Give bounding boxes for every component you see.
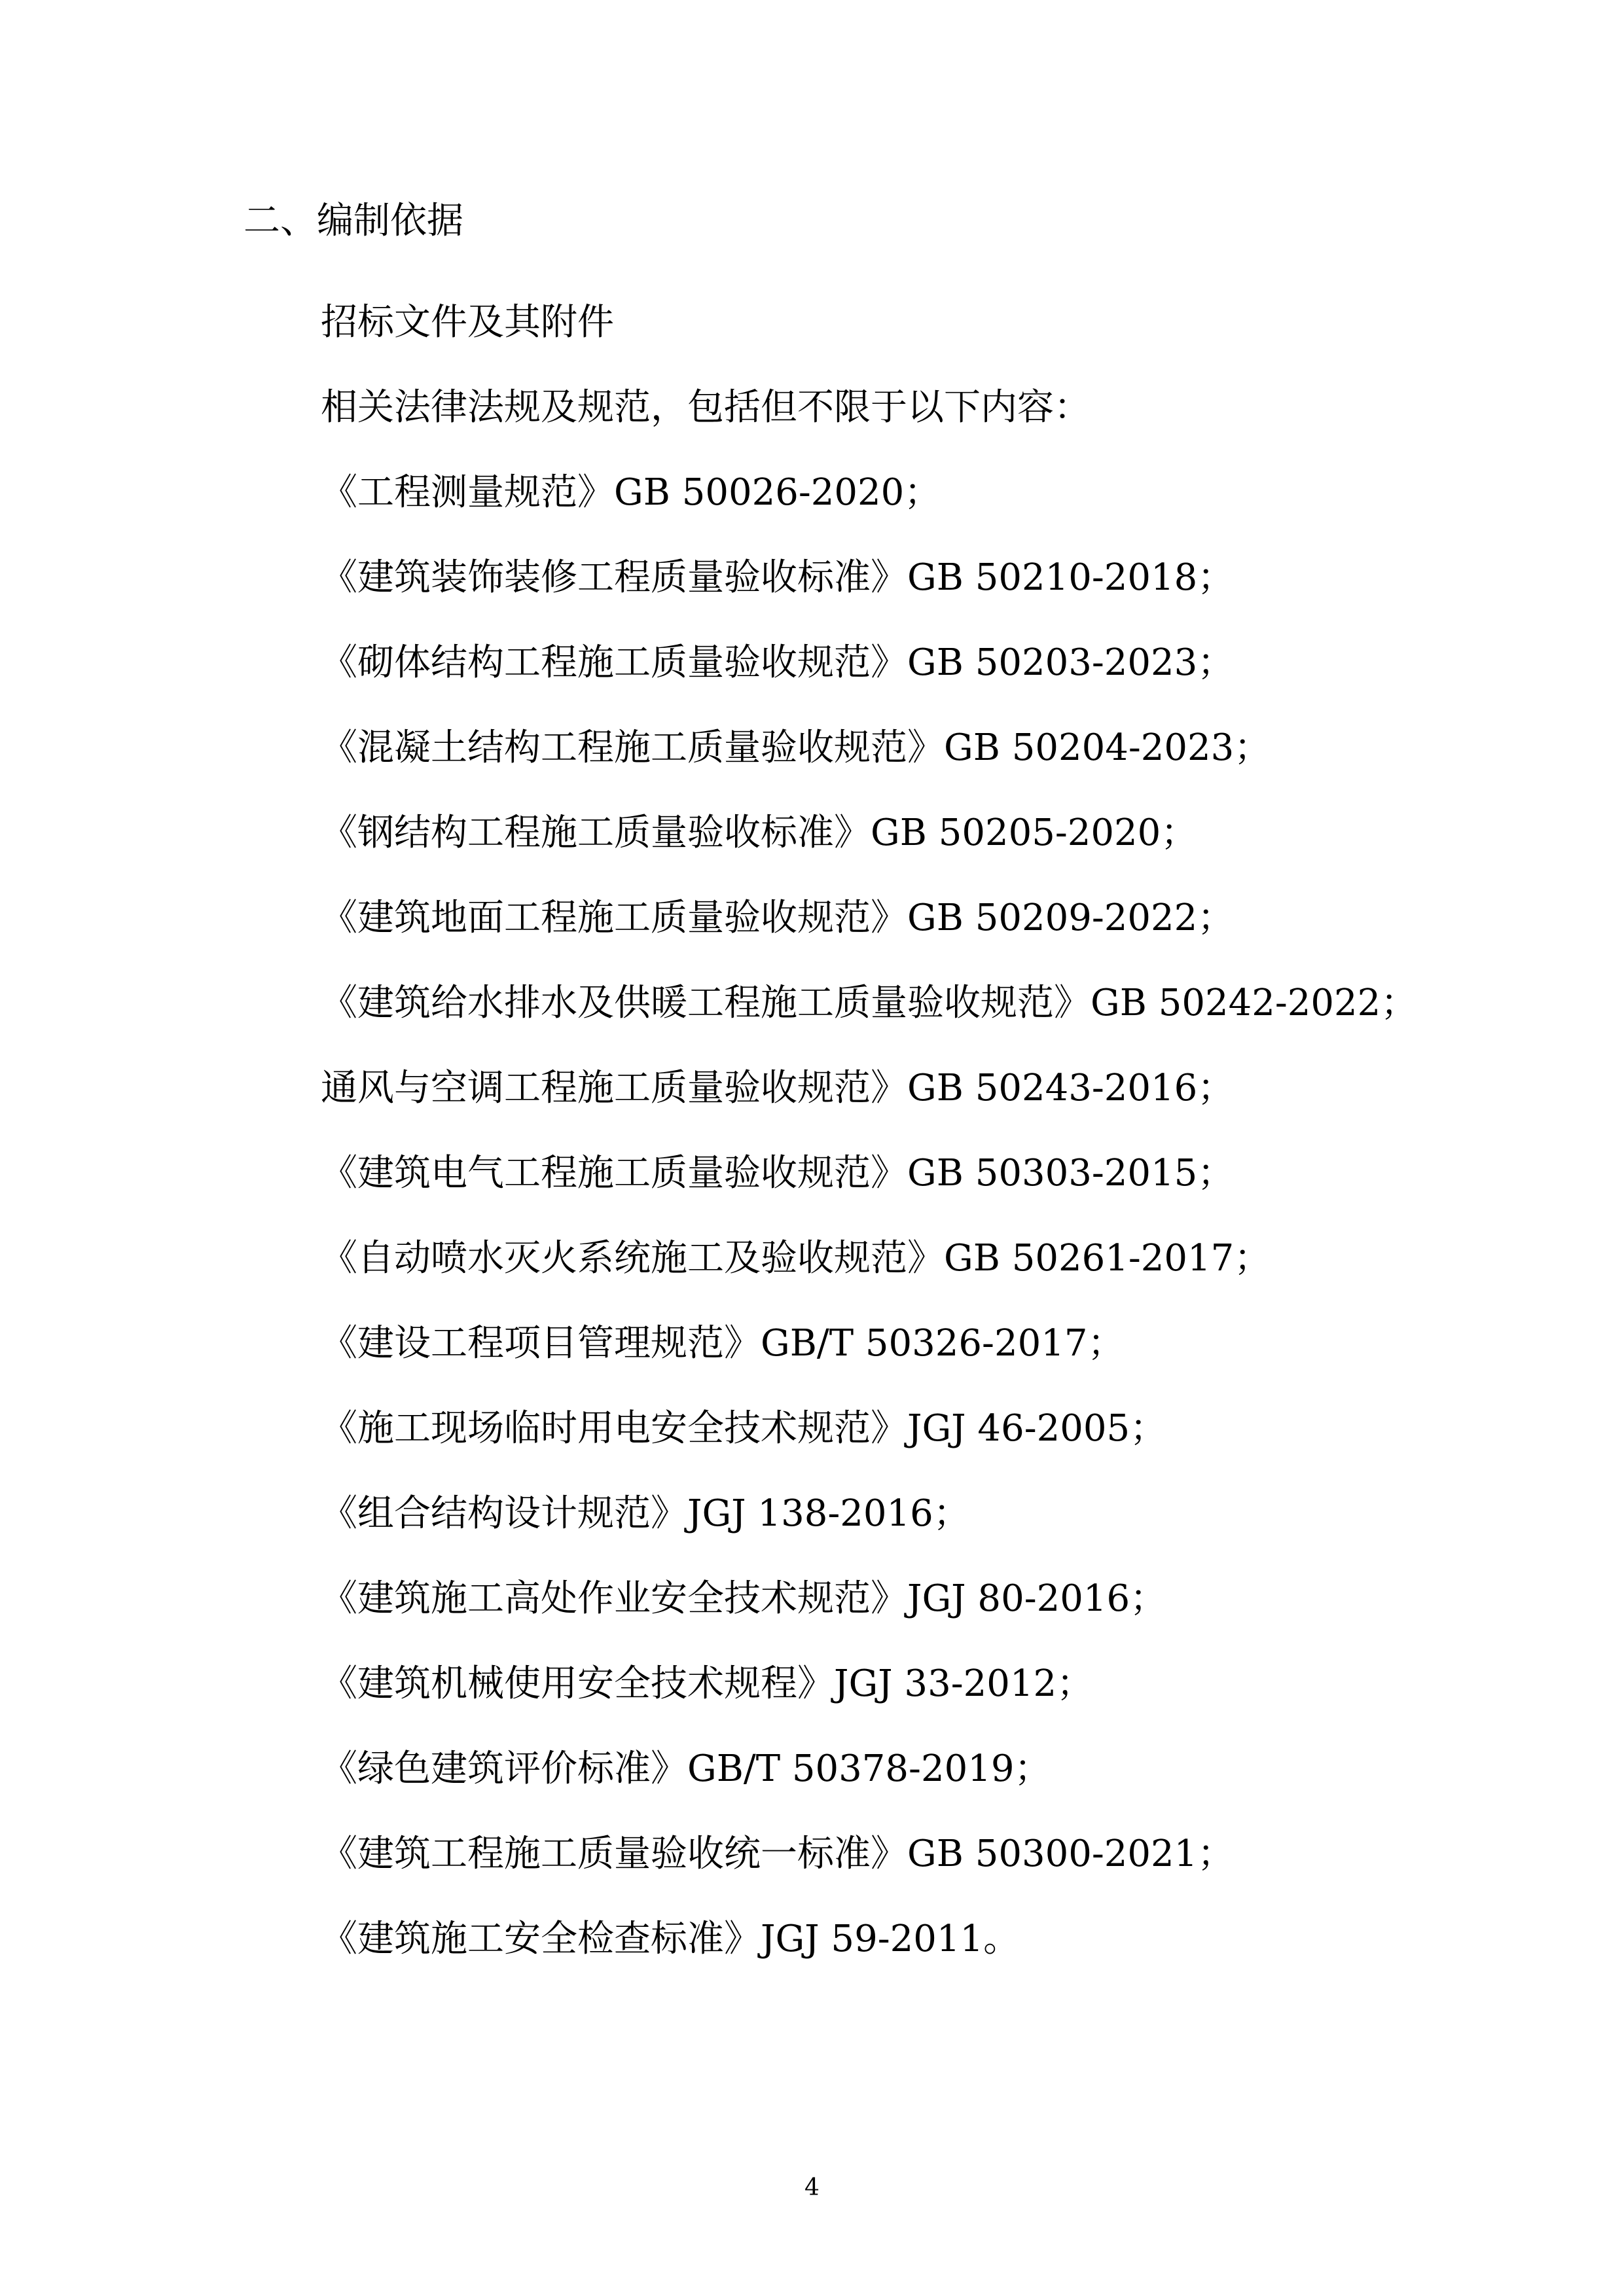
list-item: 《建筑地面工程施工质量验收规范》GB 50209-2022； bbox=[321, 897, 1235, 939]
list-item: 《混凝土结构工程施工质量验收规范》GB 50204-2023； bbox=[321, 726, 1271, 769]
list-item: 《建筑施工安全检查标准》JGJ 59-2011。 bbox=[321, 1918, 1020, 1960]
list-item: 《组合结构设计规范》JGJ 138-2016； bbox=[321, 1492, 970, 1535]
list-item: 《砌体结构工程施工质量验收规范》GB 50203-2023； bbox=[321, 641, 1235, 684]
basis-list bbox=[321, 280, 1417, 1982]
page-number: 4 bbox=[804, 2174, 820, 2201]
list-item: 《钢结构工程施工质量验收标准》GB 50205-2020； bbox=[321, 812, 1198, 854]
list-item: 相关法律法规及规范，包括但不限于以下内容： bbox=[321, 386, 1091, 429]
section-heading: 二、编制依据 bbox=[244, 200, 463, 242]
list-item: 《建设工程项目管理规范》GB/T 50326-2017； bbox=[321, 1322, 1125, 1365]
list-item: 《施工现场临时用电安全技术规范》JGJ 46-2005； bbox=[321, 1407, 1167, 1450]
list-item: 《建筑机械使用安全技术规程》JGJ 33-2012； bbox=[321, 1662, 1094, 1705]
list-item: 《建筑施工高处作业安全技术规范》JGJ 80-2016； bbox=[321, 1577, 1167, 1620]
list-item: 《自动喷水灭火系统施工及验收规范》GB 50261-2017； bbox=[321, 1237, 1271, 1280]
list-item: 通风与空调工程施工质量验收规范》GB 50243-2016； bbox=[321, 1067, 1235, 1109]
list-item: 《建筑工程施工质量验收统一标准》GB 50300-2021； bbox=[321, 1833, 1235, 1875]
list-item: 《绿色建筑评价标准》GB/T 50378-2019； bbox=[321, 1748, 1051, 1790]
list-item: 《工程测量规范》GB 50026-2020； bbox=[321, 471, 941, 514]
list-item: 《建筑装饰装修工程质量验收标准》GB 50210-2018； bbox=[321, 556, 1235, 599]
list-item: 招标文件及其附件 bbox=[321, 301, 614, 344]
list-item: 《建筑给水排水及供暖工程施工质量验收规范》GB 50242-2022； bbox=[321, 982, 1418, 1024]
list-item: 《建筑电气工程施工质量验收规范》GB 50303-2015； bbox=[321, 1152, 1235, 1194]
